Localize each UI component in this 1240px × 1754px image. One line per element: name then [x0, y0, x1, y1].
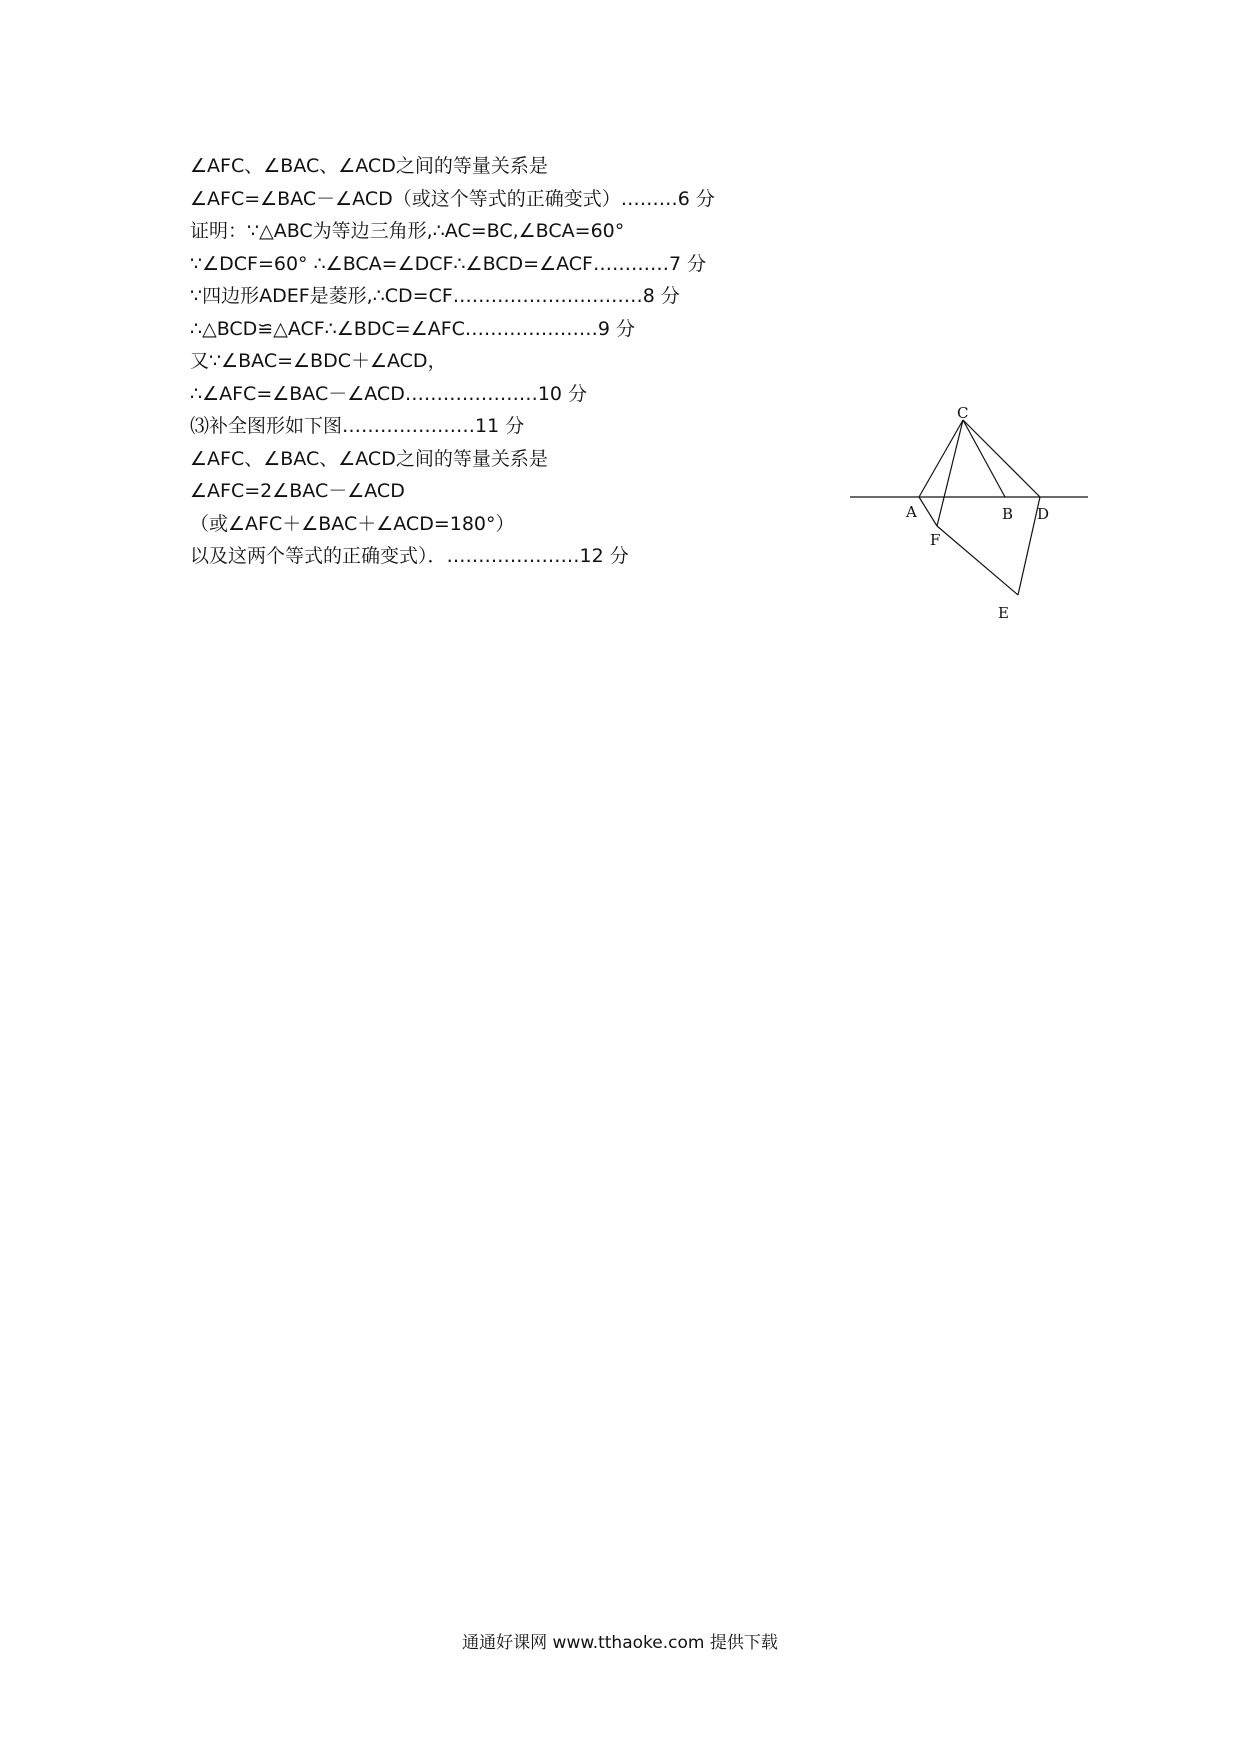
point-label-e: E — [998, 604, 1009, 622]
segment-af — [919, 497, 937, 526]
geometry-diagram — [850, 400, 1110, 640]
solution-line: ∵四边形ADEF是菱形,∴CD=CF…………………………8 分 — [190, 285, 680, 307]
segment-cd — [963, 420, 1040, 497]
geometry-figure — [850, 400, 1110, 640]
solution-line: 又∵∠BAC=∠BDC＋∠ACD， — [190, 350, 447, 372]
solution-line: ∠AFC、∠BAC、∠ACD之间的等量关系是 — [190, 447, 548, 470]
point-label-b: B — [1002, 505, 1014, 523]
solution-line: ∠AFC、∠BAC、∠ACD之间的等量关系是 — [190, 155, 548, 177]
download-footer: 通通好课网 www.tthaoke.com 提供下载 — [462, 1633, 778, 1653]
segment-cf — [937, 420, 963, 526]
point-label-d: D — [1037, 505, 1050, 523]
point-label-c: C — [957, 404, 969, 422]
point-label-a: A — [906, 503, 917, 521]
segment-fe — [937, 526, 1018, 595]
solution-line: （或∠AFC＋∠BAC＋∠ACD=180°） — [190, 512, 515, 535]
solution-line: 证明：∵△ABC为等边三角形,∴AC=BC,∠BCA=60° — [190, 220, 625, 242]
solution-line: ⑶补全图形如下图…………………11 分 — [190, 415, 525, 437]
segment-cb — [963, 420, 1005, 497]
point-label-f: F — [930, 531, 941, 549]
solution-line: 以及这两个等式的正确变式）．…………………12 分 — [190, 545, 629, 567]
solution-line: ∠AFC=∠BAC－∠ACD（或这个等式的正确变式）………6 分 — [190, 187, 715, 210]
solution-line: ∴∠AFC=∠BAC－∠ACD…………………10 分 — [190, 382, 588, 405]
solution-text — [190, 150, 830, 573]
segment-ac — [919, 420, 963, 497]
solution-line: ∵∠DCF=60° ∴∠BCA=∠DCF∴∠BCD=∠ACF…………7 分 — [190, 252, 707, 275]
solution-line: ∴△BCD≌△ACF∴∠BDC=∠AFC…………………9 分 — [190, 317, 636, 340]
solution-line: ∠AFC=2∠BAC－∠ACD — [190, 480, 405, 502]
